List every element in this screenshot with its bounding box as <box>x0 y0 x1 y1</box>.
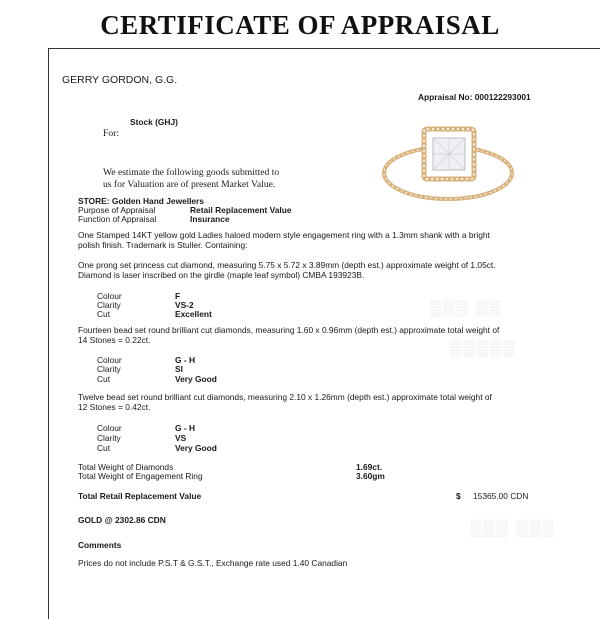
comments-heading: Comments <box>78 540 122 550</box>
halo-clarity-label: Clarity <box>97 364 121 374</box>
store-line: STORE: Golden Hand Jewellers <box>78 196 204 206</box>
ring-photo <box>378 115 528 225</box>
shank-cut-value: Very Good <box>175 443 217 453</box>
certificate-title: CERTIFICATE OF APPRAISAL <box>100 10 500 40</box>
watermark-texture: ▒▒▒ ▒▒▒ <box>470 520 557 537</box>
shank-stones-description: Twelve bead set round brilliant cut diamonds, measuring 2.10 x 1.26mm (depth est.) approximate total weight of 12 Stones = 0.42ct. <box>78 392 492 412</box>
watermark-texture: ▒▒▒▒▒ <box>450 340 517 357</box>
function-label: Function of Appraisal <box>78 214 157 224</box>
stock-label: Stock (GHJ) <box>130 117 178 127</box>
center-clarity-value: VS-2 <box>175 300 194 310</box>
shank-clarity-label: Clarity <box>97 433 121 443</box>
appraisal-number: Appraisal No: 000122293001 <box>418 92 531 102</box>
total-ring-weight-label: Total Weight of Engagement Ring <box>78 471 203 481</box>
diamond-facets <box>433 138 465 170</box>
halo-stones-description: Fourteen bead set round brilliant cut diamonds, measuring 1.60 x 0.96mm (depth est.) approximate total weight of 14 Stones = 0.22ct. <box>78 325 500 345</box>
shank-cut-label: Cut <box>97 443 111 453</box>
center-colour-value: F <box>175 291 181 301</box>
purpose-value: Retail Replacement Value <box>190 205 292 215</box>
intro-line-2: us for Valuation are of present Market Value. <box>103 179 276 190</box>
center-colour-label: Colour <box>97 291 122 301</box>
halo-clarity-value: SI <box>175 364 183 374</box>
retail-currency: $ <box>456 491 461 501</box>
shank-colour-value: G - H <box>175 423 196 433</box>
ring-description: One Stamped 14KT yellow gold Ladies haloed modern style engagement ring with a 1.3mm shank with a bright polish finish. Trademark is Stuller. Containing: <box>78 230 490 250</box>
purpose-label: Purpose of Appraisal <box>78 205 156 215</box>
shank-colour-label: Colour <box>97 423 122 433</box>
comments-text: Prices do not include P.S.T & G.S.T., Exchange rate used 1.40 Canadian <box>78 558 348 568</box>
halo-colour-value: G - H <box>175 355 196 365</box>
center-clarity-label: Clarity <box>97 300 121 310</box>
halo-cut-value: Very Good <box>175 374 217 384</box>
retail-value-label: Total Retail Replacement Value <box>78 491 202 501</box>
total-ring-weight-value: 3.60gm <box>356 471 385 481</box>
total-diamonds-label: Total Weight of Diamonds <box>78 462 174 472</box>
for-label: For: <box>103 128 119 139</box>
total-diamonds-value: 1.69ct. <box>356 462 383 472</box>
center-cut-label: Cut <box>97 309 111 319</box>
appraiser-name: GERRY GORDON, G.G. <box>62 74 178 86</box>
retail-value: 15365.00 CDN <box>473 491 529 501</box>
halo-colour-label: Colour <box>97 355 122 365</box>
shank-clarity-value: VS <box>175 433 187 443</box>
halo-cut-label: Cut <box>97 374 111 384</box>
gold-price: GOLD @ 2302.86 CDN <box>78 515 166 525</box>
function-value: Insurance <box>190 214 230 224</box>
intro-line-1: We estimate the following goods submitted to <box>103 167 280 178</box>
center-stone-description: One prong set princess cut diamond, measuring 5.75 x 5.72 x 3.89mm (depth est.) approximate weight of 1.05ct. Diamond is laser inscribed on the girdle (maple leaf symbol) CMBA 193923B. <box>78 260 496 280</box>
watermark-texture: ▒▒▒ ▒▒ <box>430 300 503 317</box>
center-cut-value: Excellent <box>175 309 212 319</box>
